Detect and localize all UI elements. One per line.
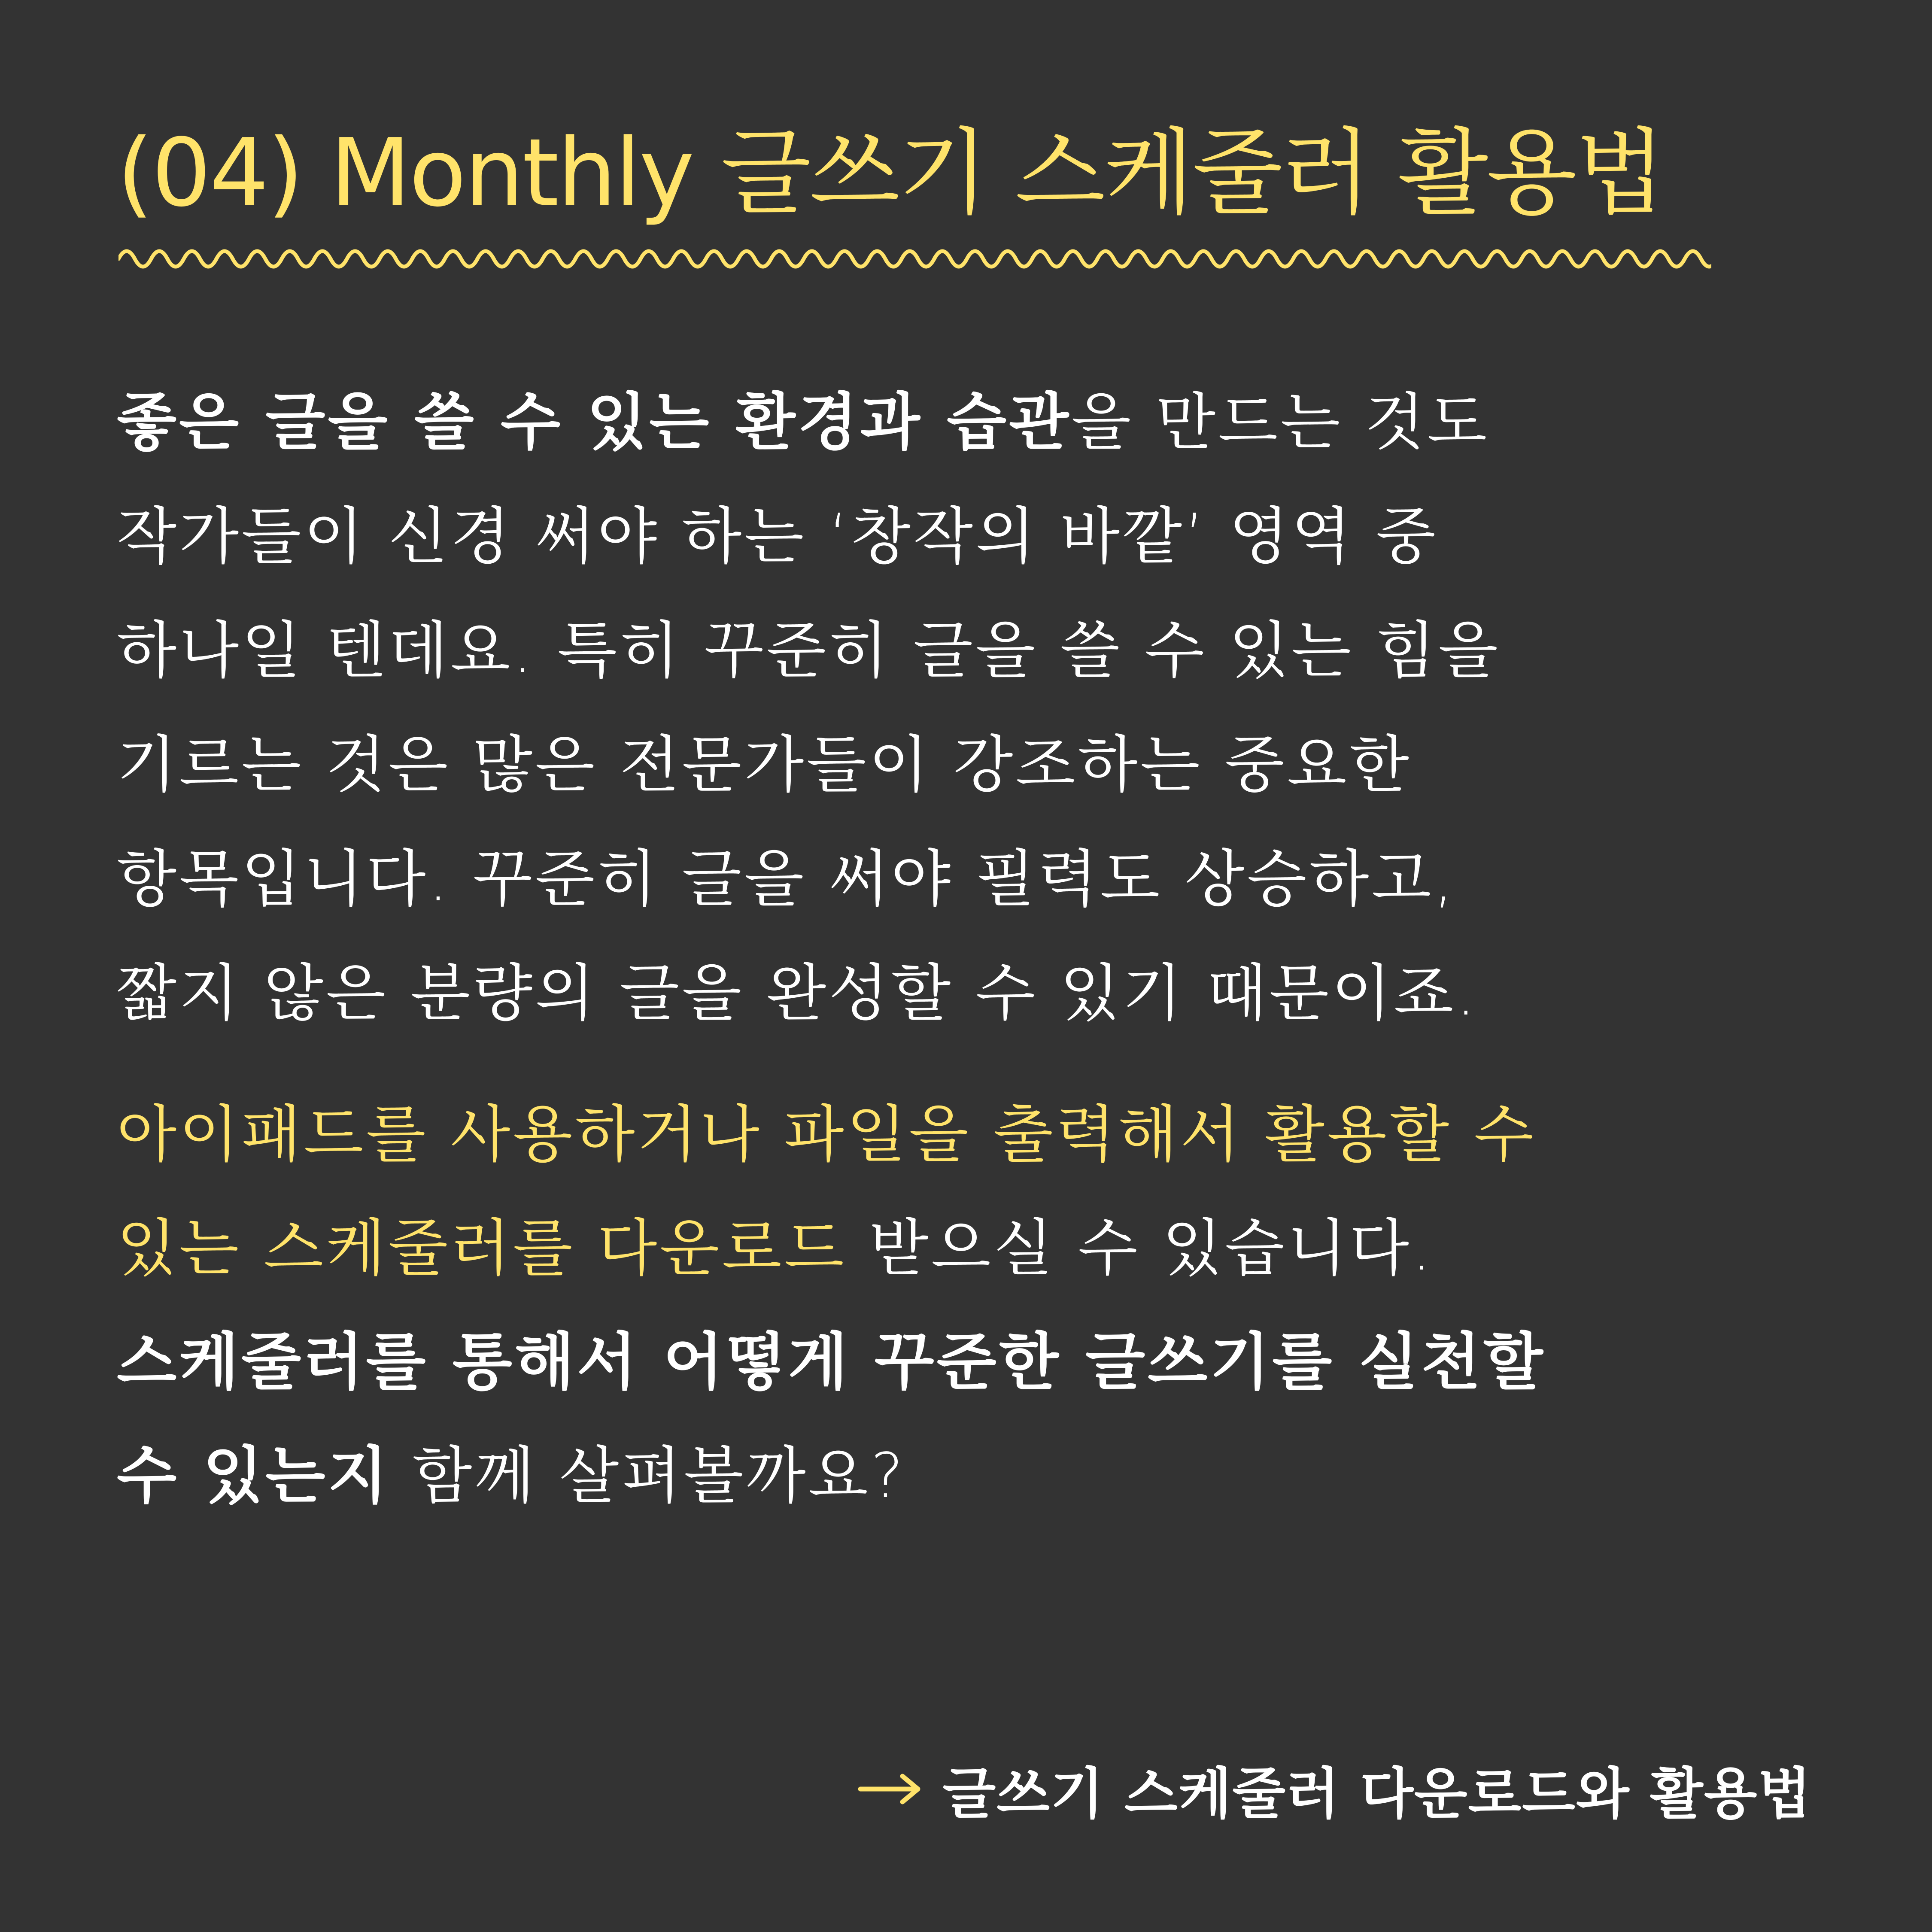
regular-text: 받으실 수 있습니다. — [846, 1212, 1434, 1284]
intro-line-4: 기르는 것은 많은 전문가들이 강조하는 중요한 — [117, 729, 1412, 801]
bold-phrase: 좋은 글을 쓸 수 있는 환경과 습관 — [117, 386, 1072, 458]
intro-line-5: 항목입니다. 꾸준히 글을 써야 필력도 상승하고, — [117, 843, 1456, 915]
regular-text: 을 만드는 것도 — [1071, 386, 1490, 458]
footer-link[interactable] — [858, 1750, 1812, 1829]
bold-phrase: 수 있는지 — [117, 1440, 390, 1512]
page-title: (04) Monthly 글쓰기 스케줄러 활용법 — [117, 119, 1664, 228]
regular-text: 함께 살펴볼까요? — [390, 1440, 906, 1512]
footer-link-text: 글쓰기 스케줄러 다운로드와 활용법 — [942, 1762, 1812, 1826]
wavy-underline — [118, 244, 1711, 274]
intro-line-6: 짧지 않은 분량의 글을 완성할 수 있기 때문이죠. — [117, 957, 1479, 1029]
download-paragraph — [117, 1078, 1546, 1533]
intro-line-2: 작가들이 신경 써야 하는 ‘창작의 바깥’ 영역 중 — [117, 500, 1438, 572]
download-line-4 — [117, 1419, 1546, 1533]
download-line-3: 스케줄러를 통해서 어떻게 꾸준한 글쓰기를 실천할 — [117, 1326, 1546, 1398]
intro-paragraph — [117, 365, 1501, 1050]
arrow-right-icon — [858, 1772, 922, 1806]
intro-line-1 — [117, 365, 1501, 479]
highlight-phrase: 있는 스케줄러를 다운로드 — [117, 1212, 847, 1284]
download-line-1: 아이패드를 사용하거나 파일을 출력해서 활용할 수 — [117, 1098, 1537, 1170]
download-line-2 — [117, 1191, 1546, 1305]
intro-line-3: 하나일 텐데요. 특히 꾸준히 글을 쓸 수 있는 힘을 — [117, 614, 1501, 687]
